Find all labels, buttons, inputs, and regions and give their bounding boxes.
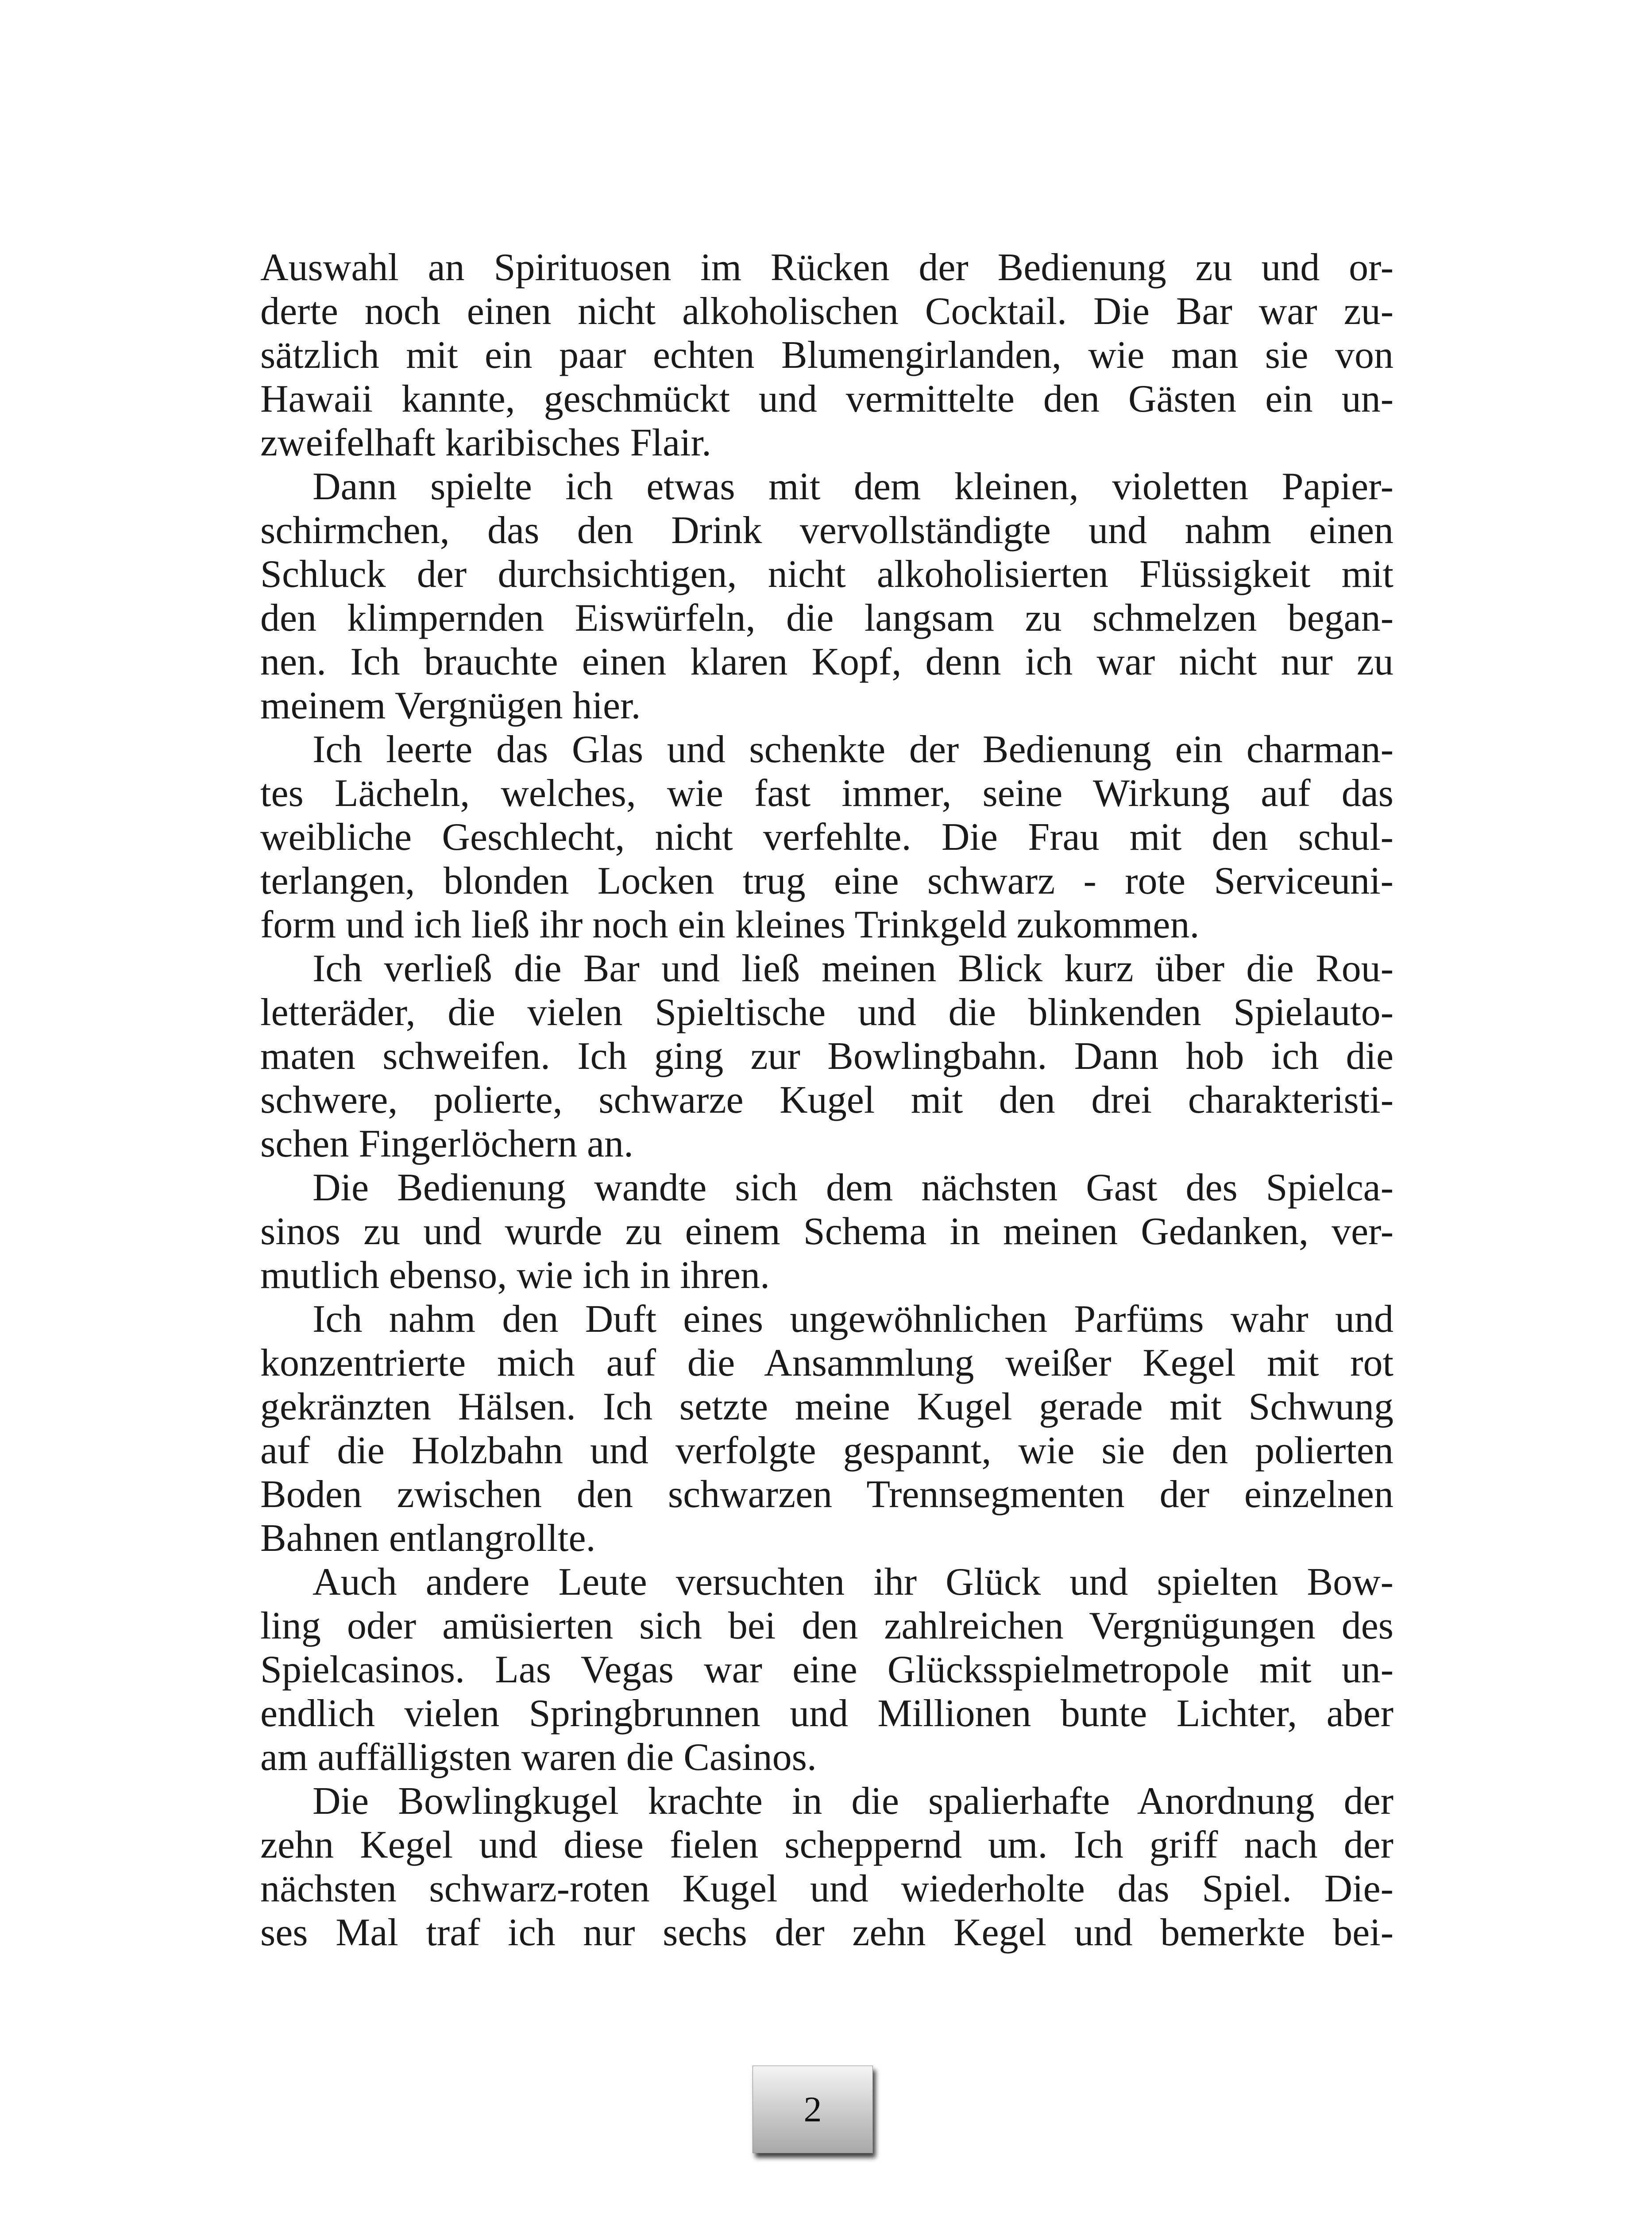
page-number: 2: [803, 2089, 822, 2129]
text-line: Spielcasinos. Las Vegas war eine Glücksspielmetropole mit un-: [260, 1648, 1393, 1691]
text-line: zehn Kegel und diese fielen scheppernd um. Ich griff nach der: [260, 1824, 1393, 1866]
text-line: mutlich ebenso, wie ich in ihren.: [260, 1254, 770, 1297]
text-line: den klimpernden Eiswürfeln, die langsam zu schmelzen began-: [260, 597, 1393, 640]
text-line: Auswahl an Spirituosen im Rücken der Bedienung zu und or-: [260, 246, 1393, 289]
text-line: sinos zu und wurde zu einem Schema in meinen Gedanken, ver-: [260, 1210, 1393, 1253]
text-line: Bahnen entlangrollte.: [260, 1517, 596, 1560]
text-line: letteräder, die vielen Spieltische und die blinkenden Spielauto-: [260, 991, 1393, 1034]
text-line: gekränzten Hälsen. Ich setzte meine Kugel gerade mit Schwung: [260, 1385, 1393, 1428]
text-line: zweifelhaft karibisches Flair.: [260, 421, 711, 464]
text-line: Die Bedienung wandte sich dem nächsten Gast des Spielca-: [313, 1166, 1393, 1209]
text-line: am auffälligsten waren die Casinos.: [260, 1736, 817, 1779]
text-line: sätzlich mit ein paar echten Blumengirlanden, wie man sie von: [260, 334, 1393, 377]
text-line: derte noch einen nicht alkoholischen Cocktail. Die Bar war zu-: [260, 290, 1393, 333]
text-line: Ich nahm den Duft eines ungewöhnlichen Parfüms wahr und: [313, 1298, 1393, 1341]
text-line: endlich vielen Springbrunnen und Millionen bunte Lichter, aber: [260, 1692, 1393, 1735]
text-line: Dann spielte ich etwas mit dem kleinen, violetten Papier-: [313, 465, 1393, 508]
text-line: Ich verließ die Bar und ließ meinen Blick kurz über die Rou-: [313, 947, 1393, 990]
text-line: Hawaii kannte, geschmückt und vermittelte den Gästen ein un-: [260, 378, 1393, 420]
text-line: tes Lächeln, welches, wie fast immer, seine Wirkung auf das: [260, 772, 1393, 815]
text-line: nächsten schwarz-roten Kugel und wiederholte das Spiel. Die-: [260, 1867, 1393, 1910]
text-line: Die Bowlingkugel krachte in die spalierhafte Anordnung der: [313, 1780, 1393, 1823]
text-line: ling oder amüsierten sich bei den zahlreichen Vergnügungen des: [260, 1604, 1393, 1647]
text-line: schen Fingerlöchern an.: [260, 1122, 634, 1165]
text-line: schirmchen, das den Drink vervollständigte und nahm einen: [260, 509, 1393, 552]
text-line: nen. Ich brauchte einen klaren Kopf, denn ich war nicht nur zu: [260, 640, 1393, 683]
text-line: terlangen, blonden Locken trug eine schwarz - rote Serviceuni-: [260, 860, 1393, 902]
text-line: ses Mal traf ich nur sechs der zehn Kegel und bemerkte bei-: [260, 1911, 1393, 1954]
text-line: Schluck der durchsichtigen, nicht alkoholisierten Flüssigkeit mit: [260, 553, 1393, 596]
text-line: Auch andere Leute versuchten ihr Glück und spielten Bow-: [313, 1561, 1393, 1604]
text-line: Boden zwischen den schwarzen Trennsegmenten der einzelnen: [260, 1473, 1393, 1516]
text-line: konzentrierte mich auf die Ansammlung weißer Kegel mit rot: [260, 1342, 1393, 1384]
text-line: auf die Holzbahn und verfolgte gespannt, wie sie den polierten: [260, 1429, 1393, 1472]
body-text: [260, 246, 1393, 1955]
page-number-box: [753, 2066, 873, 2153]
text-line: Ich leerte das Glas und schenkte der Bedienung ein charman-: [313, 728, 1393, 771]
text-line: weibliche Geschlecht, nicht verfehlte. Die Frau mit den schul-: [260, 816, 1393, 859]
text-line: form und ich ließ ihr noch ein kleines Trinkgeld zukommen.: [260, 903, 1200, 946]
text-line: schwere, polierte, schwarze Kugel mit den drei charakteristi-: [260, 1079, 1393, 1122]
text-line: maten schweifen. Ich ging zur Bowlingbahn. Dann hob ich die: [260, 1035, 1393, 1078]
text-line: meinem Vergnügen hier.: [260, 684, 641, 727]
